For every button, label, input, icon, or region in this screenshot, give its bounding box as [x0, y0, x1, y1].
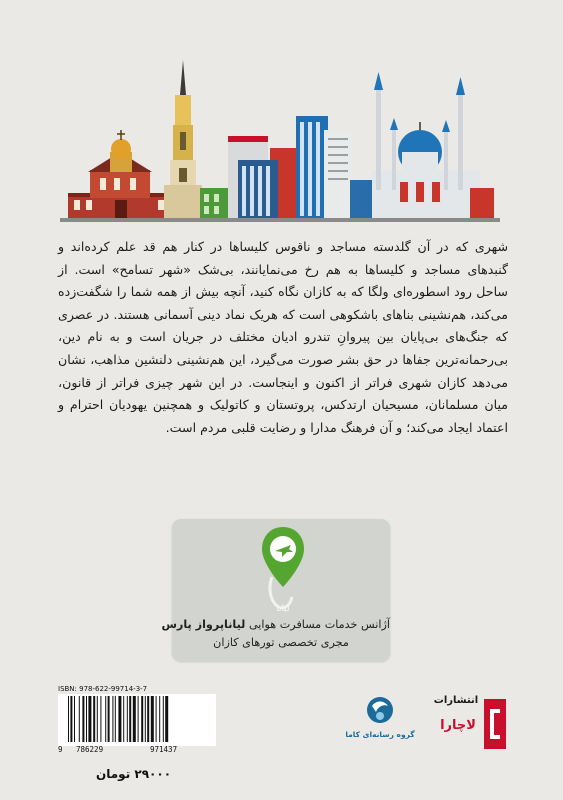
- ground-line: [60, 218, 500, 222]
- sponsor-tagline: مجری تخصصی تورهای کازان: [213, 636, 349, 649]
- logo-script: لیانا: [276, 604, 290, 614]
- barcode-lead-digit: 9: [58, 745, 63, 754]
- barcode-bar: [105, 696, 106, 742]
- agency-brand: لیاناپرواز پارس: [161, 618, 246, 631]
- barcode-bar: [138, 696, 139, 742]
- barcode-bar: [118, 696, 121, 742]
- sponsor-logo: [258, 525, 308, 617]
- barcode-bar: [68, 696, 69, 742]
- sponsor-agency-line: [161, 618, 390, 631]
- barcode-bar: [88, 696, 91, 742]
- mosque-building: [372, 72, 494, 219]
- description-text: [58, 236, 508, 439]
- barcode-bar: [112, 696, 113, 742]
- agency-label: آژانس خدمات مسافرت هوایی: [248, 618, 390, 631]
- publisher-name: لاچارا: [440, 718, 476, 733]
- barcode-bar: [82, 696, 84, 742]
- barcode-bar: [159, 696, 160, 742]
- barcode-bar: [108, 696, 110, 742]
- barcode-bar: [133, 696, 136, 742]
- barcode-bar: [151, 696, 154, 742]
- barcode-bar: [70, 696, 72, 742]
- kama-media-logo: [350, 694, 410, 750]
- sponsor-box: [161, 519, 390, 661]
- green-building: [200, 188, 228, 219]
- publisher-label: انتشارات: [433, 695, 479, 706]
- barcode-bar: [145, 696, 146, 742]
- barcode-bar: [97, 696, 98, 742]
- barcode-bar: [123, 696, 124, 742]
- barcode-bar: [147, 696, 149, 742]
- barcode-bar: [129, 696, 131, 742]
- barcode-group-left: 786229: [76, 745, 104, 754]
- price-label: ۲۹۰۰۰ تومان: [96, 767, 172, 781]
- barcode-bar: [127, 696, 128, 742]
- barcode: [58, 694, 216, 746]
- kama-media-label: گروه رسانه‌ای کاما: [345, 730, 415, 739]
- barcode-bar: [163, 696, 164, 742]
- isbn-label: ISBN: 978-622-99714-3-7: [58, 685, 148, 693]
- office-buildings: [228, 116, 374, 219]
- barcode-bar: [156, 696, 157, 742]
- body-paragraph: شهری که در آن گلدسته مساجد و ناقوس کلیساها در کنار هم قد علم کرده‌اند و گنبدهای مساجد و کلیساها به هم رخ می‌نمایانند، بی‌شک «شهر تسامح» است. از ساحل رود اسطوره‌ای ولگا که به کازان نگاه کنید، آنچه بیش از همه شما را شگفت‌زده می‌کند، هم‌نشینی بناهای باشکوهی است که هریک نماد دینی آسمانی هستند. در عصری که جنگ‌های بی‌پایان بین پیروانِ تندرو ادیان مختلف در جریان است و به نام دین، بی‌رحمانه‌ترین جفاها در حق بشر صورت می‌گیرد، این هم‌نشینی دلنشین مذاهب، نشان می‌دهد کازان شهری فراتر از اکنون و اینجاست. در این شهر چیزی فراتر از قانون، میان مسلمانان، مسیحیان ارتدکس، پروتستان و کاتولیک و همچنین یهودیان احترام و اعتماد ایجاد می‌کند؛ و آن فرهنگ مدارا و رضایت قلبی مردم است.: [58, 239, 508, 435]
- barcode-bar: [86, 696, 87, 742]
- barcode-bar: [165, 696, 168, 742]
- barcode-bar: [79, 696, 80, 742]
- barcode-bar: [74, 696, 75, 742]
- barcode-bar: [100, 696, 101, 742]
- barcode-bar: [93, 696, 95, 742]
- barcode-group-right: 971437: [150, 745, 178, 754]
- barcode-bar: [141, 696, 143, 742]
- barcode-bar: [115, 696, 116, 742]
- kazan-skyline-illustration: [60, 60, 500, 225]
- bell-tower: [164, 60, 202, 219]
